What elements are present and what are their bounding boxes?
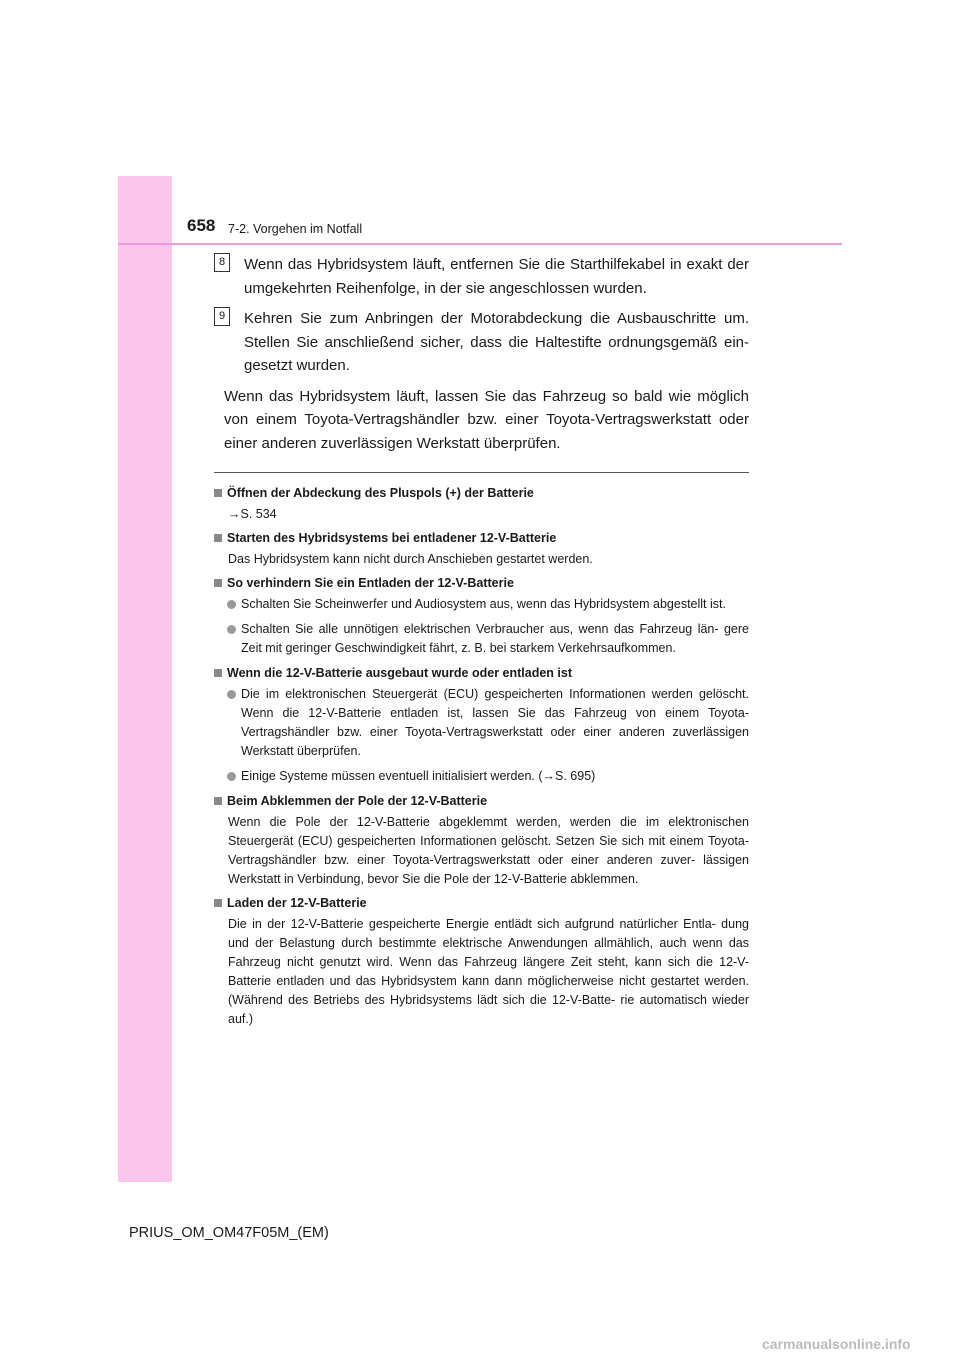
circle-bullet-icon — [227, 772, 236, 781]
note-body: Wenn die Pole der 12-V-Batterie abgeklemmt werden, werden die im elektronischen Steuergerät (ECU) gespeicherten Informationen gelöscht. Setzen Sie sich mit einem Toyota-Vertragshändler bzw. einer Toyota-Vertragswerkstatt oder einer anderen zuver- lässigen Werkstatt in Verbindung, bevor Sie die Pole der 12-V-Batterie abklemmen. — [228, 815, 749, 886]
note-heading: Starten des Hybridsystems bei entladener 12-V-Batterie — [214, 529, 749, 548]
note-heading: So verhindern Sie ein Entladen der 12-V-Batterie — [214, 574, 749, 593]
notes-section — [214, 484, 749, 1029]
note-heading: Öffnen der Abdeckung des Pluspols (+) der Batterie — [214, 484, 749, 503]
note-body: →S. 534 — [228, 507, 277, 521]
page-content — [214, 253, 749, 1034]
note-bullet: Die im elektronischen Steuergerät (ECU) gespeicherten Informationen werden gelöscht. Wenn die 12-V-Batterie entladen ist, lassen Sie das Fahrzeug von einem Toyota-Vertragshändler bzw. einer Toyota-Vertragswerkstatt oder einer anderen zuverlässigen Werkstatt überprüfen. — [214, 685, 749, 761]
step-text: Wenn das Hybridsystem läuft, entfernen Sie die Starthilfekabel in exakt der umgekehrten Reihenfolge, in der sie angeschlossen wurden. — [244, 256, 749, 297]
watermark: carmanualsonline.info — [762, 1336, 911, 1352]
step-9 — [214, 307, 749, 378]
square-bullet-icon — [214, 489, 222, 497]
step-text: Kehren Sie zum Anbringen der Motorabdeckung die Ausbauschritte um. Stellen Sie anschließend sicher, dass die Haltestifte ordnungsgemäß ein- gesetzt wurden. — [244, 310, 749, 374]
note-heading: Wenn die 12-V-Batterie ausgebaut wurde oder entladen ist — [214, 664, 749, 683]
step-number-badge: 8 — [214, 253, 230, 272]
circle-bullet-icon — [227, 600, 236, 609]
note-body: Das Hybridsystem kann nicht durch Anschieben gestartet werden. — [228, 552, 593, 566]
header-rule — [118, 243, 842, 245]
note-heading: Laden der 12-V-Batterie — [214, 894, 749, 913]
note-heading: Beim Abklemmen der Pole der 12-V-Batterie — [214, 792, 749, 811]
note-bullet: Schalten Sie Scheinwerfer und Audiosystem aus, wenn das Hybridsystem abgestellt ist. — [214, 595, 749, 614]
square-bullet-icon — [214, 899, 222, 907]
page-number: 658 — [187, 216, 216, 235]
note-bullet: Schalten Sie alle unnötigen elektrischen Verbraucher aus, wenn das Fahrzeug län- gere Zeit mit geringer Geschwindigkeit fährt, z. B. bei starkem Verkehrsaufkommen. — [214, 620, 749, 658]
side-tab-bar — [118, 176, 172, 1182]
square-bullet-icon — [214, 797, 222, 805]
square-bullet-icon — [214, 534, 222, 542]
section-divider — [214, 472, 749, 473]
square-bullet-icon — [214, 579, 222, 587]
info-paragraph: Wenn das Hybridsystem läuft, lassen Sie das Fahrzeug so bald wie möglich von einem Toyota-Vertragshändler bzw. einer Toyota-Vertragswerkstatt oder einer anderen zuverlässigen Werkstatt überprüfen. — [224, 387, 749, 452]
section-title: 7-2. Vorgehen im Notfall — [228, 222, 363, 236]
note-body: Die in der 12-V-Batterie gespeicherte Energie entlädt sich aufgrund natürlicher Entla- dung und der Belastung durch bestimmte elektrische Anwendungen allmählich, auch wenn das Fahrzeug nicht genutzt wird. Wenn das Fahrzeug längere Zeit steht, kann sich die 12-V-Batterie entladen und das Hybridsystem kann dann möglicherweise nicht gestartet werden. (Während des Betriebs des Hybridsystems lädt sich die 12-V-Batte- rie automatisch wieder auf.) — [228, 917, 749, 1026]
step-8 — [214, 253, 749, 300]
note-bullet: Einige Systeme müssen eventuell initialisiert werden. (→S. 695) — [214, 767, 749, 786]
step-number-badge: 9 — [214, 307, 230, 326]
circle-bullet-icon — [227, 625, 236, 634]
footer-doc-code: PRIUS_OM_OM47F05M_(EM) — [129, 1225, 329, 1241]
square-bullet-icon — [214, 669, 222, 677]
circle-bullet-icon — [227, 690, 236, 699]
